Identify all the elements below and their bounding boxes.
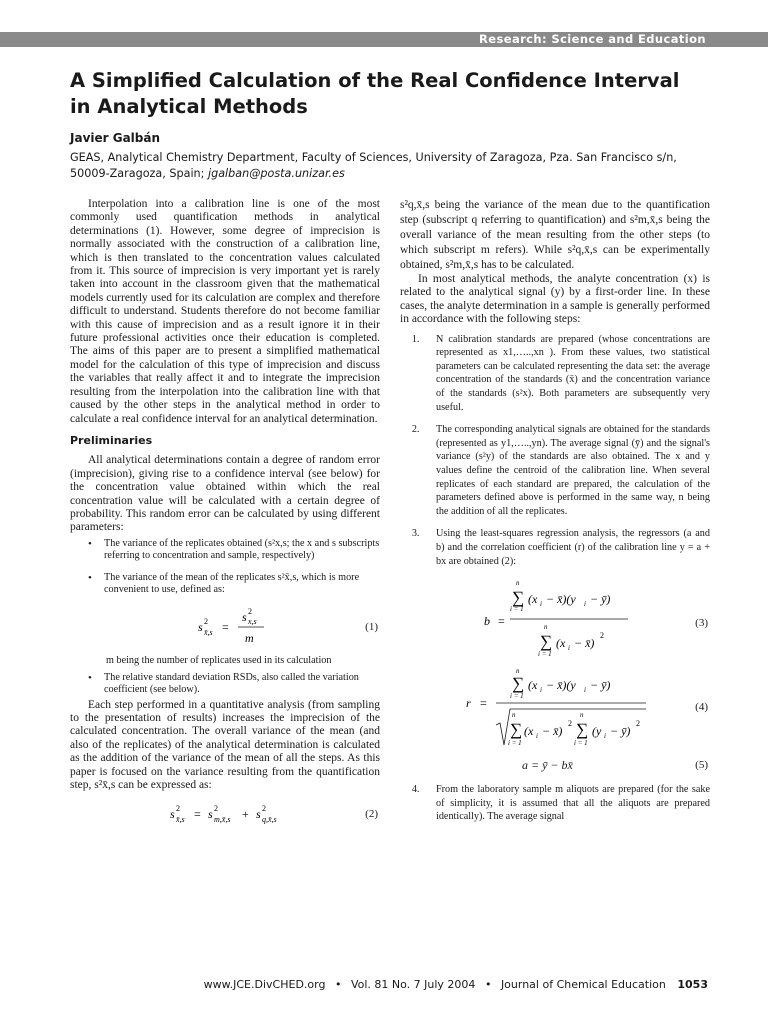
svg-text:i = 1: i = 1: [510, 605, 524, 614]
svg-text:− ȳ): − ȳ): [590, 592, 611, 607]
svg-text:m: m: [245, 631, 254, 646]
equation-1: [70, 605, 380, 649]
svg-text:− ȳ): − ȳ): [610, 724, 631, 739]
svg-text:i = 1: i = 1: [508, 739, 522, 748]
equation-5-number: (5): [695, 759, 708, 772]
affiliation-text: GEAS, Analytical Chemistry Department, Faculty of Sciences, University of Zaragoza, Pza. San Francisco s/n, 50009-Zaragoza, Spain;: [70, 151, 677, 180]
svg-text:s: s: [242, 610, 247, 625]
svg-text:(x: (x: [524, 724, 534, 739]
svg-text:(x: (x: [528, 678, 538, 693]
svg-text:=: =: [498, 614, 505, 629]
svg-text:∑: ∑: [576, 720, 589, 740]
svg-text:i: i: [584, 600, 586, 609]
svg-text:n: n: [580, 711, 584, 720]
svg-text:n: n: [544, 623, 548, 632]
author-email[interactable]: jgalban@posta.unizar.es: [207, 167, 345, 180]
list-item: 3. Using the least-squares regression analysis, the regressors (a and b) and the correlation coefficient (r) of the calibration line y = a + bx are obtained (2):: [422, 527, 710, 568]
svg-text:2: 2: [214, 804, 218, 814]
svg-text:2: 2: [262, 804, 266, 814]
prelim-paragraph: All analytical determinations contain a degree of random error (imprecision), giving rise to a confidence interval (see below) for the concentration value obtained within which the real concentration value will be calculated with a certain degree of probability. This random error can be calculated by using different parameters:: [70, 454, 380, 534]
svg-text:∑: ∑: [512, 588, 525, 608]
list-item: • The variance of the replicates obtained (s²x,s; the x and s subscripts referring to concentration and sample, respectively): [88, 538, 380, 563]
svg-text:+: +: [242, 807, 249, 822]
procedure-steps-cont: [400, 783, 710, 824]
author-affiliation: [70, 150, 710, 182]
intro-paragraph: Interpolation into a calibration line is one of the most commonly used quantification methods in analytical determinations (1). However, some degree of imprecision is normally associated with the construction of a calibration line, which is then translated to the concentration values calculated from it. This source of imprecision is very important yet is rarely taken into account in the classroom given that the mathematical models currently used for its calculation are complex and therefore difficult to understand. Students therefore do not become familiar with this cause of imprecision and as a result ignore it in their future professional activities once their education is completed. The aims of this paper are to present a simplified mathematical model for the calculation of this type of imprecision and discuss the variables that really affect it and to integrate the imprecision resulting from the interpolation into the calibration line with that caused by the other steps in the analytical method in order to calculate a real confidence interval for an analytical determination.: [70, 198, 380, 425]
section-heading-preliminaries: Preliminaries: [70, 433, 153, 447]
svg-text:m,x̄,s: m,x̄,s: [214, 815, 231, 825]
volume-info: Vol. 81 No. 7 July 2004: [350, 978, 476, 991]
svg-text:i: i: [584, 686, 586, 695]
svg-text:=: =: [194, 807, 201, 822]
svg-text:s: s: [256, 807, 261, 822]
equation-1-number: (1): [365, 621, 378, 634]
svg-text:i = 1: i = 1: [510, 692, 524, 701]
equation-3-number: (3): [695, 617, 708, 630]
journal-url[interactable]: www.JCE.DivCHED.org: [203, 978, 326, 991]
svg-text:2: 2: [636, 719, 640, 729]
svg-text:− x̄)(y: − x̄)(y: [546, 592, 576, 607]
equation-2-formula: [70, 798, 330, 832]
svg-text:s: s: [208, 807, 213, 822]
equation-5: [400, 755, 710, 781]
note-replicates: m being the number of replicates used in its calculation: [106, 655, 332, 667]
list-item: • The relative standard deviation RSDs, also called the variation coefficient (see below).: [88, 672, 380, 697]
equation-1-formula: [70, 605, 330, 649]
footer-separator: •: [484, 978, 492, 991]
svg-text:x̄,s: x̄,s: [204, 628, 213, 638]
svg-text:− x̄): − x̄): [574, 636, 595, 651]
list-item: • The variance of the mean of the replicates s²x̄,s, which is more convenient to use, defined as:: [88, 572, 380, 597]
svg-text:b: b: [484, 614, 490, 629]
steps-paragraph: Each step performed in a quantitative analysis (from sampling to the presentation of results) increases the imprecision of the calculated concentration. The overall variance of the mean (and also of the replicates) of the analytical determination is calculated as the addition of the variance of the mean of all the steps. As this paper is focused on the variance resulting from the quantification step, s²x̄,s can be expressed as:: [70, 698, 380, 792]
svg-text:i: i: [604, 732, 606, 741]
author-name: Javier Galbán: [70, 131, 161, 145]
equation-3: [400, 577, 710, 661]
svg-text:2: 2: [568, 719, 572, 729]
svg-text:i = 1: i = 1: [574, 739, 588, 748]
svg-text:∑: ∑: [512, 674, 525, 694]
analyte-paragraph: In most analytical methods, the analyte concentration (x) is related to the analytical signal (y) by a first-order line. In these cases, the analyte determination in a sample is generally performed in accordance with the following steps:: [400, 273, 710, 326]
svg-text:n: n: [516, 667, 520, 676]
footer-separator: •: [334, 978, 342, 991]
list-item: 1. N calibration standards are prepared (whose concentrations are represented as x1,…..,xn ). From these values, two statistical parameters can be calculated representing the data set: the average concentration of the standards (x̄) and the concentration variance of the standards (s²x). Both parameters are subsequently very useful.: [422, 333, 710, 415]
journal-name: Journal of Chemical Education: [500, 978, 666, 991]
svg-text:− x̄)(y: − x̄)(y: [546, 678, 576, 693]
article-title: A Simplified Calculation of the Real Confidence Interval in Analytical Methods: [70, 69, 680, 118]
svg-text:x,s: x,s: [248, 617, 257, 627]
svg-text:r: r: [466, 696, 471, 711]
svg-text:− ȳ): − ȳ): [590, 678, 611, 693]
procedure-steps: [400, 333, 710, 569]
svg-text:q,x̄,s: q,x̄,s: [262, 815, 277, 825]
svg-text:=: =: [222, 620, 229, 635]
svg-text:2: 2: [248, 607, 252, 617]
svg-text:2: 2: [204, 617, 208, 627]
svg-text:i: i: [540, 686, 542, 695]
equation-2: [70, 798, 380, 832]
svg-text:∑: ∑: [540, 632, 553, 652]
svg-text:s: s: [198, 620, 203, 635]
list-item: 4. From the laboratory sample m aliquots are prepared (for the sake of simplicity, it is assumed that all the aliquots are prepared identically). The average signal: [422, 783, 710, 824]
equation-4-formula: [400, 665, 680, 749]
svg-text:2: 2: [176, 804, 180, 814]
svg-text:x̄,s: x̄,s: [176, 815, 185, 825]
list-item: 2. The corresponding analytical signals are obtained for the standards (represented as y1,…..,yn). The average signal (ȳ) and the signal's variance (s²y) of the standards are also obtained. The x and y values define the centroid of the calibration line. When several replicates of each standard are prepared, the calculation of the parameters defined above is performed in the same way, n being the addition of all the replicates.: [422, 423, 710, 518]
equation-4: [400, 665, 710, 749]
page-footer: [204, 978, 708, 991]
svg-text:i = 1: i = 1: [538, 650, 552, 659]
svg-text:∑: ∑: [510, 720, 523, 740]
parameter-list-cont: [70, 672, 380, 697]
equation-2-number: (2): [365, 808, 378, 821]
svg-text:− x̄): − x̄): [542, 724, 563, 739]
parameter-list: [70, 538, 380, 597]
equation-3-formula: [400, 577, 680, 661]
svg-text:i: i: [540, 600, 542, 609]
svg-text:i: i: [536, 732, 538, 741]
left-column: [70, 198, 380, 832]
svg-text:n: n: [516, 579, 520, 588]
section-header-bar: [0, 32, 768, 47]
svg-text:(x: (x: [556, 636, 566, 651]
variance-paragraph: s²q,x̄,s being the variance of the mean due to the quantification step (subscript q referring to quantification) and s²m,x̄,s being the overall variance of the mean resulting from the other steps (to which subscript m refers). While s²q,x̄,s can be experimentally obtained, s²m,x̄,s has to be calculated.: [400, 199, 710, 271]
right-column: [400, 198, 710, 833]
svg-text:(y: (y: [592, 724, 602, 739]
equation-5-formula: a = ȳ − bx̄: [522, 758, 573, 773]
svg-text:=: =: [480, 696, 487, 711]
page-number: 1053: [677, 978, 708, 991]
equation-4-number: (4): [695, 701, 708, 714]
svg-text:i: i: [568, 644, 570, 653]
svg-text:n: n: [512, 711, 516, 720]
svg-text:s: s: [170, 807, 175, 822]
svg-text:(x: (x: [528, 592, 538, 607]
svg-text:2: 2: [600, 631, 604, 641]
section-label: Research: Science and Education: [479, 32, 706, 46]
